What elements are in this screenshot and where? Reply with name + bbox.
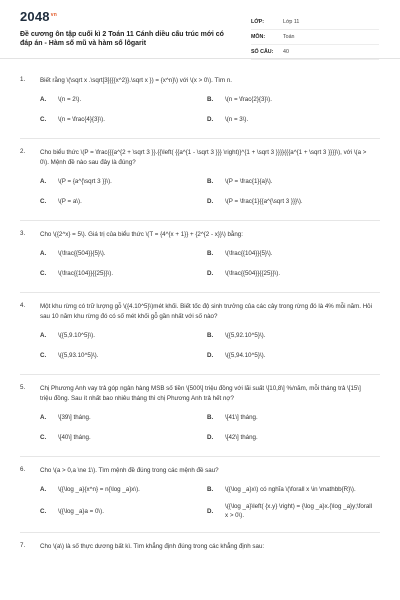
answer-option-a[interactable] <box>40 246 207 260</box>
answer-option-c[interactable] <box>40 112 207 126</box>
answer-options <box>40 246 374 286</box>
answer-option-a[interactable] <box>40 328 207 342</box>
answer-options <box>40 410 374 450</box>
option-text: \({5,94.10^5}\). <box>225 351 266 359</box>
meta-row-subject <box>251 30 379 45</box>
meta-row-class <box>251 15 379 30</box>
option-text: \({\log _a}x\) có nghĩa \(\forall x \in \mathbb{R}\). <box>225 485 356 493</box>
question-5 <box>0 384 400 450</box>
question-text: Cho \({2^x} = 5\). Giá trị của biểu thức \(T = {4^{x + 1}} + {2^{2 - x}}\) bằng: <box>40 231 243 238</box>
answer-options <box>40 92 374 132</box>
option-text: \(n = 3\). <box>225 115 249 123</box>
answer-option-a[interactable] <box>40 410 207 424</box>
question-divider <box>20 292 380 293</box>
question-divider <box>20 220 380 221</box>
question-text: Một khu rừng có trữ lượng gỗ \({4.10^5}\)mét khối. Biết tốc độ sinh trưởng của các cây trong rừng đó là 4% mỗi năm. Hỏi sau 10 năm khu rừng đó có số mét khối gỗ gần nhất với số nào? <box>40 303 372 320</box>
option-letter: C. <box>40 507 47 515</box>
option-text: \({\log _a}a = 0\). <box>58 507 104 515</box>
answer-option-c[interactable] <box>40 266 207 280</box>
answer-option-b[interactable] <box>207 482 374 496</box>
meta-table <box>251 15 379 60</box>
meta-value: 40 <box>283 49 289 55</box>
question-list <box>0 76 400 552</box>
option-letter: A. <box>40 485 47 493</box>
option-letter: B. <box>207 249 214 257</box>
meta-key: MÔN: <box>251 34 266 40</box>
question-divider <box>20 532 380 533</box>
answer-option-c[interactable] <box>40 502 207 520</box>
option-text: \({\log _a}{x^n} = n{\log _a}x\). <box>58 485 140 493</box>
answer-option-d[interactable] <box>207 112 374 126</box>
option-text: \({5,92.10^5}\). <box>225 331 266 339</box>
answer-option-c[interactable] <box>40 348 207 362</box>
question-1 <box>0 76 400 132</box>
meta-key: SỐ CÂU: <box>251 49 274 55</box>
answer-options <box>40 482 374 526</box>
answer-option-d[interactable] <box>207 430 374 444</box>
option-letter: B. <box>207 95 214 103</box>
option-letter: D. <box>207 197 214 205</box>
option-text: \(\frac{{504}}{5}\). <box>58 249 106 257</box>
site-logo[interactable] <box>20 9 57 24</box>
option-text: \[39\] tháng. <box>58 413 91 421</box>
question-number: 3. <box>20 230 26 237</box>
option-letter: D. <box>207 351 214 359</box>
answer-option-b[interactable] <box>207 328 374 342</box>
question-3 <box>0 230 400 286</box>
option-letter: D. <box>207 115 214 123</box>
option-letter: A. <box>40 177 47 185</box>
question-number: 1. <box>20 76 26 83</box>
option-letter: D. <box>207 433 214 441</box>
option-text: \(\frac{{504}}{{25}}\). <box>225 269 281 277</box>
answer-options <box>40 328 374 368</box>
option-letter: A. <box>40 95 47 103</box>
option-text: \({5,9.10^5}\). <box>58 331 95 339</box>
option-letter: C. <box>40 269 47 277</box>
meta-value: Lớp 11 <box>283 19 300 25</box>
answer-option-b[interactable] <box>207 174 374 188</box>
option-letter: C. <box>40 351 47 359</box>
option-letter: A. <box>40 413 47 421</box>
option-text: \(n = \frac{2}{3}\). <box>225 95 272 103</box>
answer-option-d[interactable] <box>207 266 374 280</box>
question-divider <box>20 138 380 139</box>
answer-option-d[interactable] <box>207 194 374 208</box>
option-text: \[41\] tháng. <box>225 413 258 421</box>
option-letter: D. <box>207 507 214 515</box>
meta-value: Toán <box>283 34 295 40</box>
option-text: \({5,93.10^5}\). <box>58 351 99 359</box>
question-text: Cho \(a > 0,a \ne 1\). Tìm mệnh đề đúng trong các mệnh đề sau? <box>40 467 219 474</box>
question-text: Chị Phương Anh vay trả góp ngân hàng MSB số tiền \[500\] triệu đồng với lãi suất \[10,8\] %/năm, mỗi tháng trả \[15\] triệu đồng. Sau ít nhất bao nhiêu tháng thì chị Phương Anh trả hết nợ? <box>40 385 361 402</box>
question-4 <box>0 302 400 368</box>
answer-option-d[interactable] <box>207 348 374 362</box>
option-text: \(\frac{{104}}{{25}}\). <box>58 269 114 277</box>
option-text: \[42\] tháng. <box>225 433 258 441</box>
question-text: Biết rằng \(\sqrt x .\sqrt[3]{{{x^2}}.\sqrt x }) = {x^n}\) với \(x > 0\). Tìm n. <box>40 77 233 84</box>
question-7 <box>0 542 400 552</box>
meta-row-count <box>251 45 379 60</box>
question-number: 2. <box>20 148 26 155</box>
answer-option-b[interactable] <box>207 410 374 424</box>
question-6 <box>0 466 400 526</box>
option-letter: B. <box>207 413 214 421</box>
answer-options <box>40 174 374 214</box>
answer-option-c[interactable] <box>40 430 207 444</box>
logo-text: 2048 <box>20 9 50 24</box>
question-number: 4. <box>20 302 26 309</box>
option-text: \(n = \frac{4}{3}\). <box>58 115 105 123</box>
option-letter: C. <box>40 433 47 441</box>
option-letter: A. <box>40 331 47 339</box>
option-text: \(P = a\). <box>58 197 82 205</box>
question-number: 7. <box>20 542 26 549</box>
answer-option-c[interactable] <box>40 194 207 208</box>
question-text: Cho \(a\) là số thực dương bất kì. Tìm khẳng định đúng trong các khẳng định sau: <box>40 543 265 550</box>
option-text: \[40\] tháng. <box>58 433 91 441</box>
option-letter: B. <box>207 331 214 339</box>
question-number: 6. <box>20 466 26 473</box>
document-title: Đề cương ôn tập cuối kì 2 Toán 11 Cánh diều cấu trúc mới có đáp án - Hàm số mũ và hàm số lôgarit <box>20 31 224 47</box>
option-letter: C. <box>40 197 47 205</box>
option-letter: A. <box>40 249 47 257</box>
logo-suffix: vn <box>50 11 57 18</box>
option-letter: B. <box>207 177 214 185</box>
page-header <box>0 0 400 59</box>
answer-option-a[interactable] <box>40 482 207 496</box>
option-letter: B. <box>207 485 214 493</box>
answer-option-b[interactable] <box>207 246 374 260</box>
option-letter: C. <box>40 115 47 123</box>
answer-option-d[interactable] <box>207 502 374 520</box>
option-text: \(P = \frac{1}{a}\). <box>225 177 273 185</box>
option-text: \(P = \frac{1}{{a^{\sqrt 3 }}}\). <box>225 197 303 205</box>
question-divider <box>20 374 380 375</box>
answer-option-a[interactable] <box>40 174 207 188</box>
question-2 <box>0 148 400 214</box>
option-text: \(n = 2\). <box>58 95 82 103</box>
answer-option-a[interactable] <box>40 92 207 106</box>
meta-key: LỚP: <box>251 19 265 25</box>
option-text: \(P = {a^{\sqrt 3 }}\). <box>58 177 112 185</box>
option-letter: D. <box>207 269 214 277</box>
question-text: Cho biểu thức \(P = \frac{{{a^{2 + \sqrt 3 }}.{{\left( {{a^{1 - \sqrt 3 }}} \right)}^{1 + \sqrt 3 }}}}{{{a^{1 + \sqrt 3 }}}}\), với \(a > 0\). Mệnh đề nào sau đây là đúng? <box>40 149 367 166</box>
question-number: 5. <box>20 384 26 391</box>
option-text: \(\frac{{104}}{5}\). <box>225 249 273 257</box>
option-text: \({\log _a}\left( {x.y} \right) = {\log _a}x.{\log _a}y;\forall x > 0\). <box>225 503 373 519</box>
answer-option-b[interactable] <box>207 92 374 106</box>
question-divider <box>20 456 380 457</box>
